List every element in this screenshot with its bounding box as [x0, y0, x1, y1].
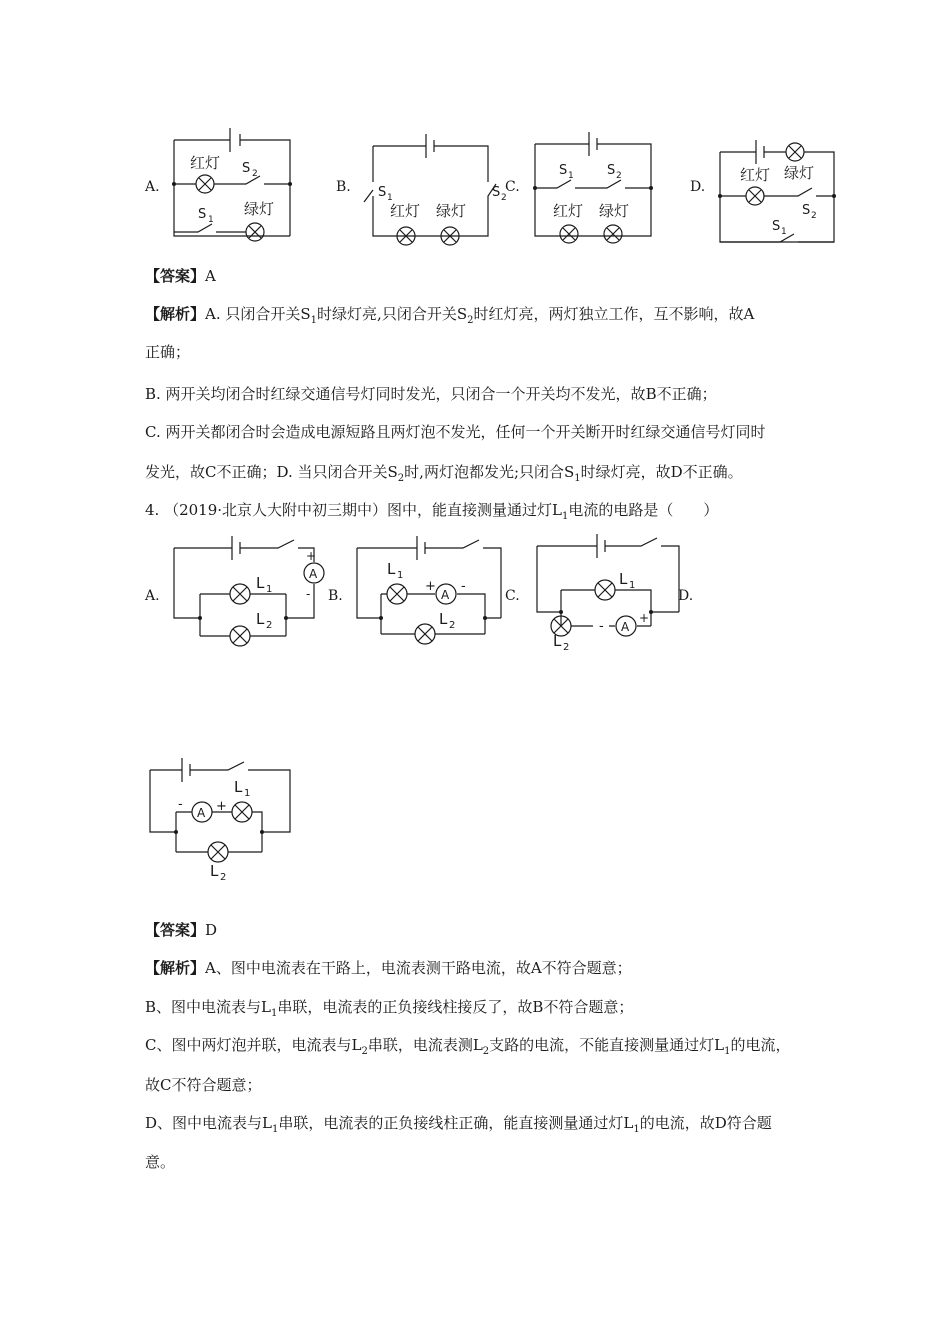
svg-text:A: A — [621, 620, 630, 634]
q4-analysis-c: C、图中两灯泡并联，电流表与$L_2$串联，电流表测$L_2$支路的电流，不能直接测量通过灯$L_1$的电流， — [145, 1036, 791, 1057]
q3-analysis-line-5: 发光，故C不正确；D. 当只闭合开关$S_2$时,两灯泡都发光;只闭合$S_1$时绿灯亮，故D不正确。 — [145, 463, 743, 484]
svg-text:L: L — [439, 610, 448, 628]
svg-text:1: 1 — [781, 227, 787, 237]
svg-text:绿灯: 绿灯 — [599, 202, 630, 220]
svg-text:1: 1 — [397, 570, 404, 581]
svg-text:S: S — [378, 185, 387, 200]
q4-analysis-a: 【解析】A、图中电流表在干路上，电流表测干路电流，故A不符合题意； — [145, 959, 632, 977]
q4-stem: 4. （2019·北京人大附中初三期中）图中，能直接测量通过灯$L_1$电流的电路是（ ） — [145, 501, 719, 522]
q4-circuit-d — [148, 760, 298, 883]
q3-analysis-line-4: C. 两开关都闭合时会造成电源短路且两灯泡不发光，任何一个开关断开时红绿交通信号灯同时 — [145, 423, 766, 441]
svg-text:S: S — [802, 203, 811, 218]
q3-option-d: D. — [690, 179, 706, 195]
q4-option-b: B. — [328, 588, 343, 604]
svg-text:2: 2 — [449, 620, 456, 631]
svg-text:2: 2 — [266, 620, 273, 631]
q4-analysis-d2: 意。 — [145, 1153, 176, 1171]
svg-text:S: S — [242, 161, 251, 176]
svg-text:1: 1 — [387, 193, 393, 203]
svg-text:S: S — [492, 185, 501, 200]
svg-text:L: L — [553, 632, 562, 650]
q4-analysis-d: D、图中电流表与$L_1$串联，电流表的正负接线柱正确，能直接测量通过灯$L_1$的电流，故D符合题 — [145, 1114, 772, 1135]
svg-text:1: 1 — [244, 788, 251, 799]
svg-text:S: S — [772, 219, 781, 234]
q4-option-d: D. — [678, 588, 694, 604]
q3-circuit-d — [718, 138, 848, 248]
svg-text:-: - — [599, 619, 604, 634]
q3-circuit-a — [168, 126, 298, 236]
q3-option-b: B. — [336, 179, 351, 195]
q3-answer: 【答案】A — [145, 267, 216, 285]
svg-text:L: L — [210, 862, 219, 880]
svg-text:A: A — [197, 806, 206, 820]
q3-option-c: C. — [505, 179, 520, 195]
svg-text:A: A — [441, 588, 450, 602]
green-lamp-label: 绿灯 — [244, 200, 275, 218]
q4-option-c: C. — [505, 588, 520, 604]
svg-text:L: L — [256, 610, 265, 628]
svg-text:+: + — [216, 799, 227, 814]
svg-text:1: 1 — [266, 584, 273, 595]
svg-text:2: 2 — [616, 171, 622, 181]
svg-text:绿灯: 绿灯 — [784, 164, 815, 182]
svg-text:2: 2 — [501, 193, 507, 203]
svg-text:-: - — [461, 579, 466, 594]
svg-text:2: 2 — [811, 211, 817, 221]
svg-text:S: S — [198, 207, 207, 222]
svg-text:-: - — [178, 797, 183, 812]
svg-text:1: 1 — [208, 215, 214, 225]
svg-text:L: L — [256, 574, 265, 592]
svg-text:L: L — [619, 570, 628, 588]
q3-analysis-line-1: 【解析】A. 只闭合开关$S_1$时绿灯亮,只闭合开关$S_2$时红灯亮，两灯独立工作，互不影响，故A — [145, 305, 755, 326]
q4-circuit-a — [172, 538, 322, 648]
q3-option-a: A. — [145, 179, 160, 195]
svg-text:红灯: 红灯 — [740, 166, 771, 184]
svg-text:2: 2 — [563, 642, 570, 653]
q4-circuit-b — [355, 538, 505, 648]
svg-text:L: L — [234, 778, 243, 796]
q4-analysis-b: B、图中电流表与$L_1$串联，电流表的正负接线柱接反了，故B不符合题意； — [145, 998, 634, 1019]
q3-circuit-c — [533, 128, 663, 238]
svg-text:+: + — [639, 611, 650, 625]
svg-text:红灯: 红灯 — [390, 202, 421, 220]
svg-text:S: S — [607, 163, 616, 178]
svg-text:A: A — [309, 567, 318, 581]
q3-circuit-b — [370, 130, 507, 240]
svg-text:2: 2 — [252, 169, 258, 179]
svg-text:S: S — [559, 163, 568, 178]
svg-text:-: - — [306, 587, 311, 601]
q4-option-a: A. — [145, 588, 160, 604]
svg-text:+: + — [306, 549, 317, 563]
svg-text:2: 2 — [220, 872, 227, 883]
svg-text:1: 1 — [568, 171, 574, 181]
svg-text:L: L — [387, 560, 396, 578]
svg-text:1: 1 — [629, 580, 636, 591]
q4-circuit-c — [535, 536, 685, 653]
svg-text:红灯: 红灯 — [553, 202, 584, 220]
svg-text:绿灯: 绿灯 — [436, 202, 467, 220]
q3-analysis-line-3: B. 两开关均闭合时红绿交通信号灯同时发光，只闭合一个开关均不发光，故B不正确； — [145, 385, 717, 403]
svg-text:+: + — [425, 579, 436, 594]
q4-answer: 【答案】D — [145, 921, 218, 939]
q3-analysis-line-2: 正确； — [145, 343, 191, 361]
red-lamp-label: 红灯 — [190, 154, 221, 172]
q4-analysis-c2: 故C不符合题意； — [145, 1076, 262, 1094]
